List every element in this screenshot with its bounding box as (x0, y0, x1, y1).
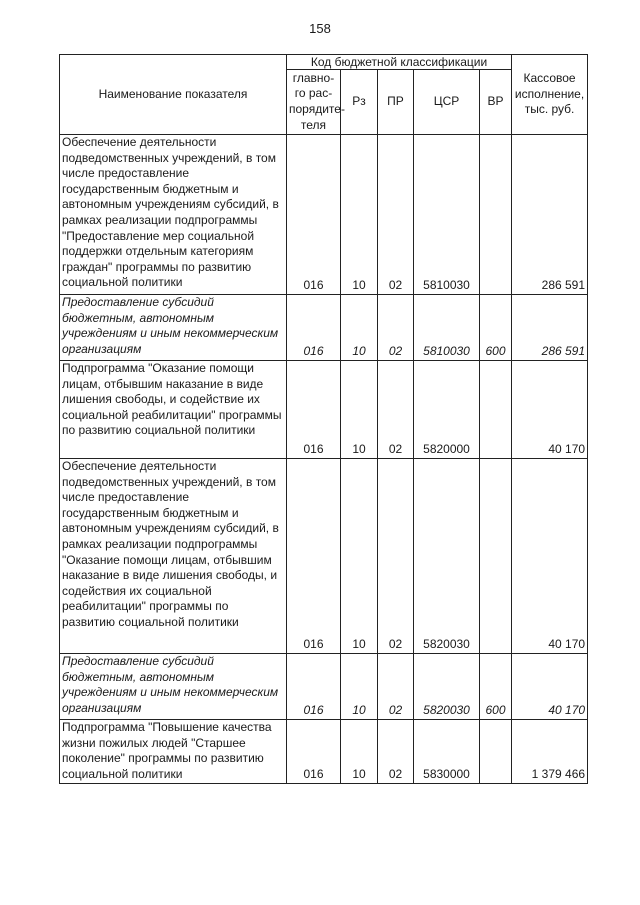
row-name: Подпрограмма "Повышение качества жизни пожилых людей "Старшее поколение" программы по развитию социальной политики (60, 720, 287, 784)
row-gr: 016 (287, 295, 341, 361)
row-amount: 286 591 (512, 135, 588, 295)
page-number: 158 (309, 21, 331, 36)
row-gr: 016 (287, 654, 341, 720)
row-amount: 40 170 (512, 459, 588, 654)
row-name: Предоставление субсидий бюджетным, автономным учреждениям и иным некоммерческим организациям (60, 295, 287, 361)
header-vr: ВР (480, 70, 512, 135)
table-row (60, 361, 588, 459)
header-csr: ЦСР (414, 70, 480, 135)
row-pr: 02 (378, 654, 414, 720)
row-rz: 10 (341, 459, 378, 654)
row-vr (480, 459, 512, 654)
row-rz: 10 (341, 654, 378, 720)
row-csr: 5820030 (414, 459, 480, 654)
table-row (60, 720, 588, 784)
row-pr: 02 (378, 295, 414, 361)
header-chief-manager: главно- го рас- порядите- теля (287, 70, 341, 135)
row-gr: 016 (287, 720, 341, 784)
row-csr: 5810030 (414, 135, 480, 295)
table-row (60, 459, 588, 654)
row-rz: 10 (341, 720, 378, 784)
budget-table (59, 54, 588, 784)
row-pr: 02 (378, 135, 414, 295)
row-name: Подпрограмма "Оказание помощи лицам, отбывшим наказание в виде лишения свободы, и содействие их социальной реабилитации" программы по развитию социальной политики (60, 361, 287, 459)
row-vr: 600 (480, 295, 512, 361)
row-name: Предоставление субсидий бюджетным, автономным учреждениям и иным некоммерческим организациям (60, 654, 287, 720)
row-amount: 40 170 (512, 654, 588, 720)
row-gr: 016 (287, 459, 341, 654)
header-row-top (60, 55, 588, 70)
header-budget-code-group: Код бюджетной классификации (287, 55, 512, 70)
row-amount: 40 170 (512, 361, 588, 459)
table-row (60, 135, 588, 295)
row-pr: 02 (378, 720, 414, 784)
header-rz: Рз (341, 70, 378, 135)
row-amount: 286 591 (512, 295, 588, 361)
row-vr (480, 135, 512, 295)
row-vr: 600 (480, 654, 512, 720)
header-name: Наименование показателя (60, 55, 287, 135)
table-row (60, 654, 588, 720)
row-csr: 5830000 (414, 720, 480, 784)
header-cash-execution: Кассовое исполнение, тыс. руб. (512, 55, 588, 135)
row-csr: 5820030 (414, 654, 480, 720)
row-vr (480, 361, 512, 459)
row-gr: 016 (287, 135, 341, 295)
row-pr: 02 (378, 459, 414, 654)
table-row (60, 295, 588, 361)
row-amount: 1 379 466 (512, 720, 588, 784)
row-rz: 10 (341, 295, 378, 361)
row-csr: 5810030 (414, 295, 480, 361)
row-rz: 10 (341, 135, 378, 295)
row-pr: 02 (378, 361, 414, 459)
row-vr (480, 720, 512, 784)
row-rz: 10 (341, 361, 378, 459)
header-pr: ПР (378, 70, 414, 135)
row-name: Обеспечение деятельности подведомственных учреждений, в том числе предоставление государственным бюджетным и автономным учреждениям субсидий, в рамках реализации подпрограммы "Предоставление мер социальной поддержки отдельным категориям граждан" программы по развитию социальной политики (60, 135, 287, 295)
row-name: Обеспечение деятельности подведомственных учреждений, в том числе предоставление государственным бюджетным и автономным учреждениям субсидий, в рамках реализации подпрограммы "Оказание помощи лицам, отбывшим наказание в виде лишения свободы, и содействия их социальной реабилитации" программы по развитию социальной политики (60, 459, 287, 654)
row-gr: 016 (287, 361, 341, 459)
row-csr: 5820000 (414, 361, 480, 459)
